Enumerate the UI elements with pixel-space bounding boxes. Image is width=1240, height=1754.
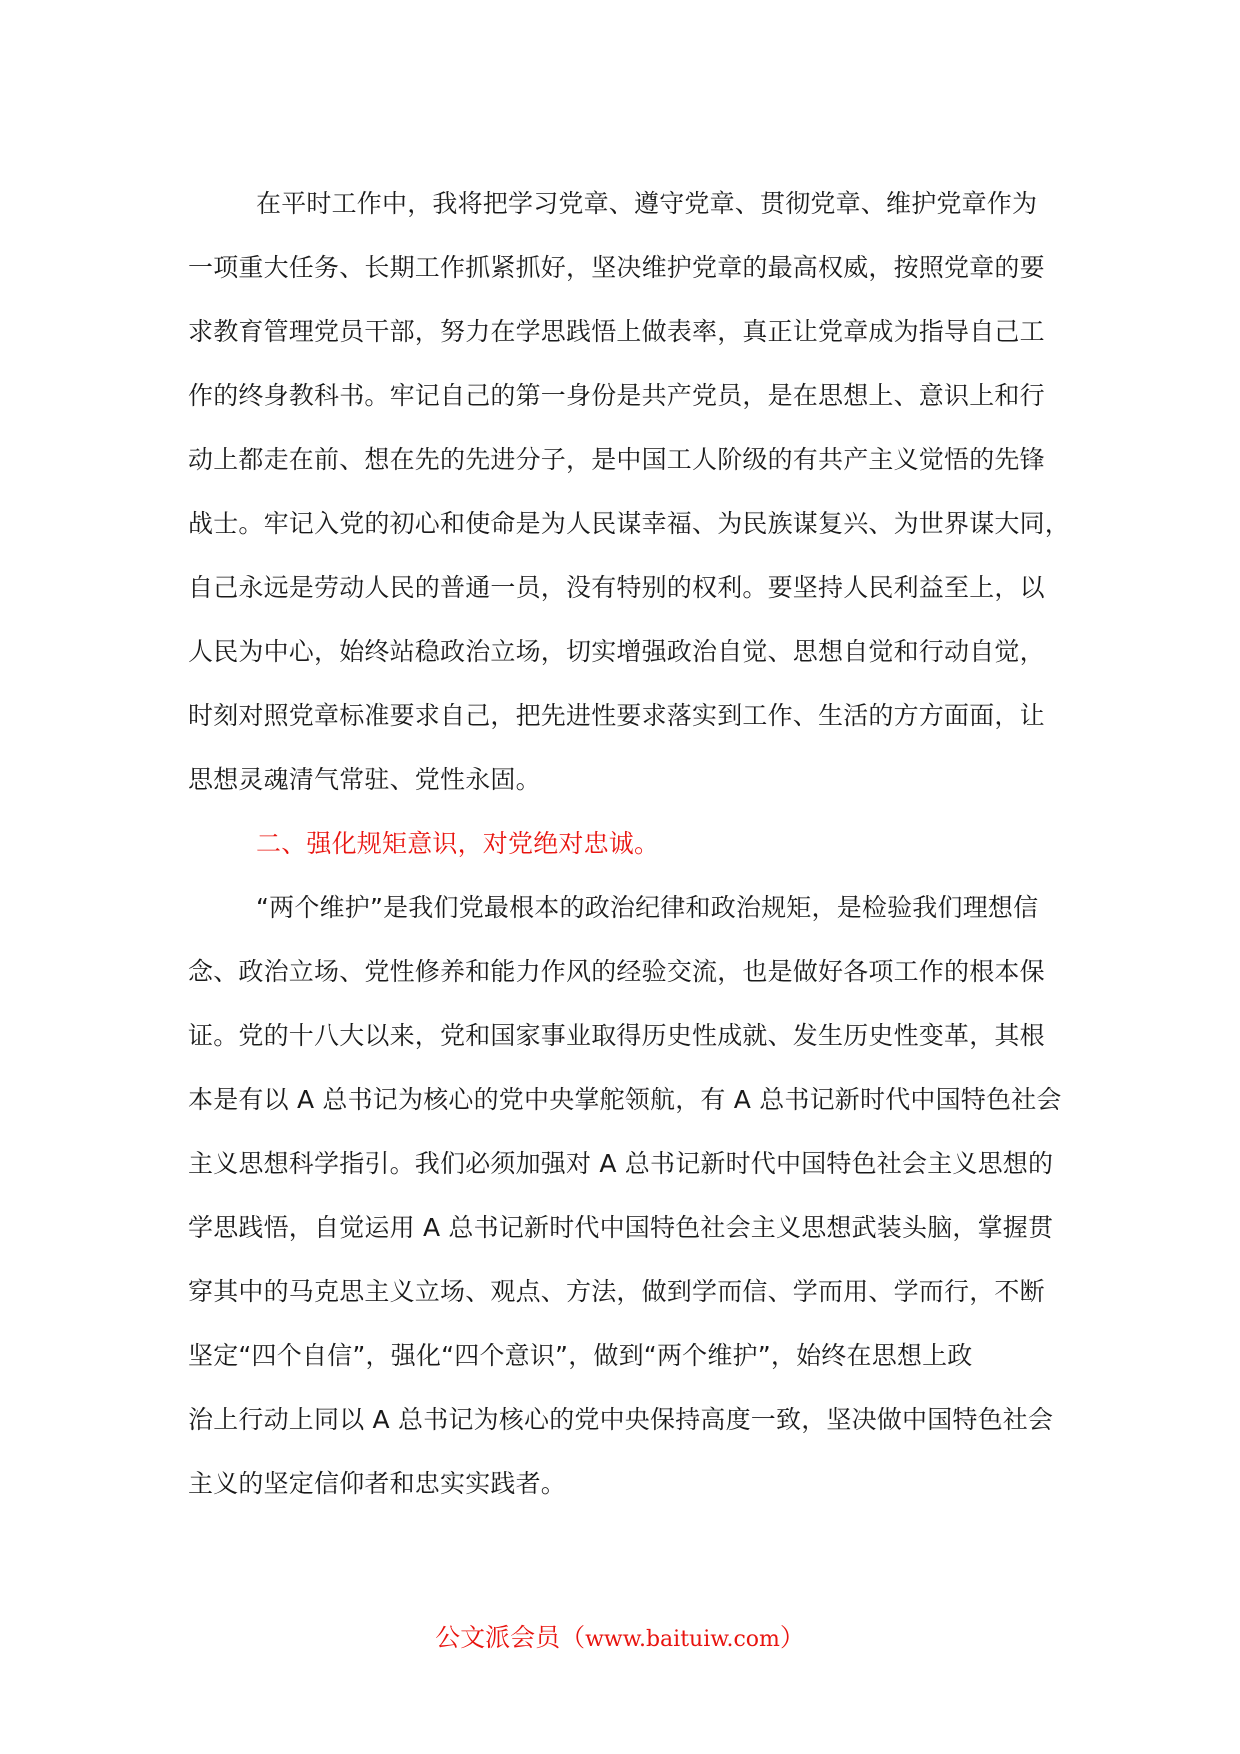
paragraph-line: 治上行动上同以 A 总书记为核心的党中央保持高度一致，坚决做中国特色社会 — [188, 1405, 1054, 1434]
paragraph-line: 人民为中心，始终站稳政治立场，切实增强政治自觉、思想自觉和行动自觉， — [188, 637, 1045, 666]
paragraph-line: 本是有以 A 总书记为核心的党中央掌舵领航，有 A 总书记新时代中国特色社会 — [188, 1085, 1062, 1114]
footer-url[interactable]: www.baituiw.com — [585, 1627, 780, 1652]
paragraph-line: “两个维护”是我们党最根本的政治纪律和政治规矩，是检验我们理想信 — [256, 893, 1039, 922]
paragraph-line: 求教育管理党员干部，努力在学思践悟上做表率，真正让党章成为指导自己工 — [188, 317, 1045, 346]
paragraph-line: 念、政治立场、党性修养和能力作风的经验交流，也是做好各项工作的根本保 — [188, 957, 1045, 986]
footer-watermark — [0, 1618, 1240, 1660]
paragraph-line: 思想灵魂清气常驻、党性永固。 — [188, 765, 541, 794]
paragraph-line: 学思践悟，自觉运用 A 总书记新时代中国特色社会主义思想武装头脑，掌握贯 — [188, 1213, 1054, 1242]
paragraph-line: 作的终身教科书。牢记自己的第一身份是共产党员，是在思想上、意识上和行 — [188, 381, 1045, 410]
document-body — [188, 172, 1071, 1516]
paragraph-line: 坚定“四个自信”，强化“四个意识”，做到“两个维护”，始终在思想上政 — [188, 1341, 973, 1370]
paragraph-line: 自己永远是劳动人民的普通一员，没有特别的权利。要坚持人民利益至上，以 — [188, 573, 1045, 602]
paragraph-line: 一项重大任务、长期工作抓紧抓好，坚决维护党章的最高权威，按照党章的要 — [188, 253, 1045, 282]
paragraph-line: 战士。牢记入党的初心和使命是为人民谋幸福、为民族谋复兴、为世界谋大同， — [188, 509, 1071, 538]
paragraph-line: 时刻对照党章标准要求自己，把先进性要求落实到工作、生活的方方面面，让 — [188, 701, 1045, 730]
paragraph-line: 在平时工作中，我将把学习党章、遵守党章、贯彻党章、维护党章作为 — [256, 189, 1038, 218]
paragraph-line: 证。党的十八大以来，党和国家事业取得历史性成就、发生历史性变革，其根 — [188, 1021, 1045, 1050]
footer-brand: 公文派会员（ — [435, 1623, 586, 1652]
footer-close: ） — [779, 1623, 805, 1652]
paragraph-2 — [188, 876, 1068, 1516]
paragraph-line: 主义的坚定信仰者和忠实实践者。 — [188, 1469, 567, 1498]
paragraph-1 — [188, 172, 1071, 812]
section-heading: 二、强化规矩意识，对党绝对忠诚。 — [256, 829, 660, 858]
paragraph-line: 主义思想科学指引。我们必须加强对 A 总书记新时代中国特色社会主义思想的 — [188, 1149, 1054, 1178]
paragraph-line: 穿其中的马克思主义立场、观点、方法，做到学而信、学而用、学而行，不断 — [188, 1277, 1045, 1306]
paragraph-line: 动上都走在前、想在先的先进分子，是中国工人阶级的有共产主义觉悟的先锋 — [188, 445, 1045, 474]
